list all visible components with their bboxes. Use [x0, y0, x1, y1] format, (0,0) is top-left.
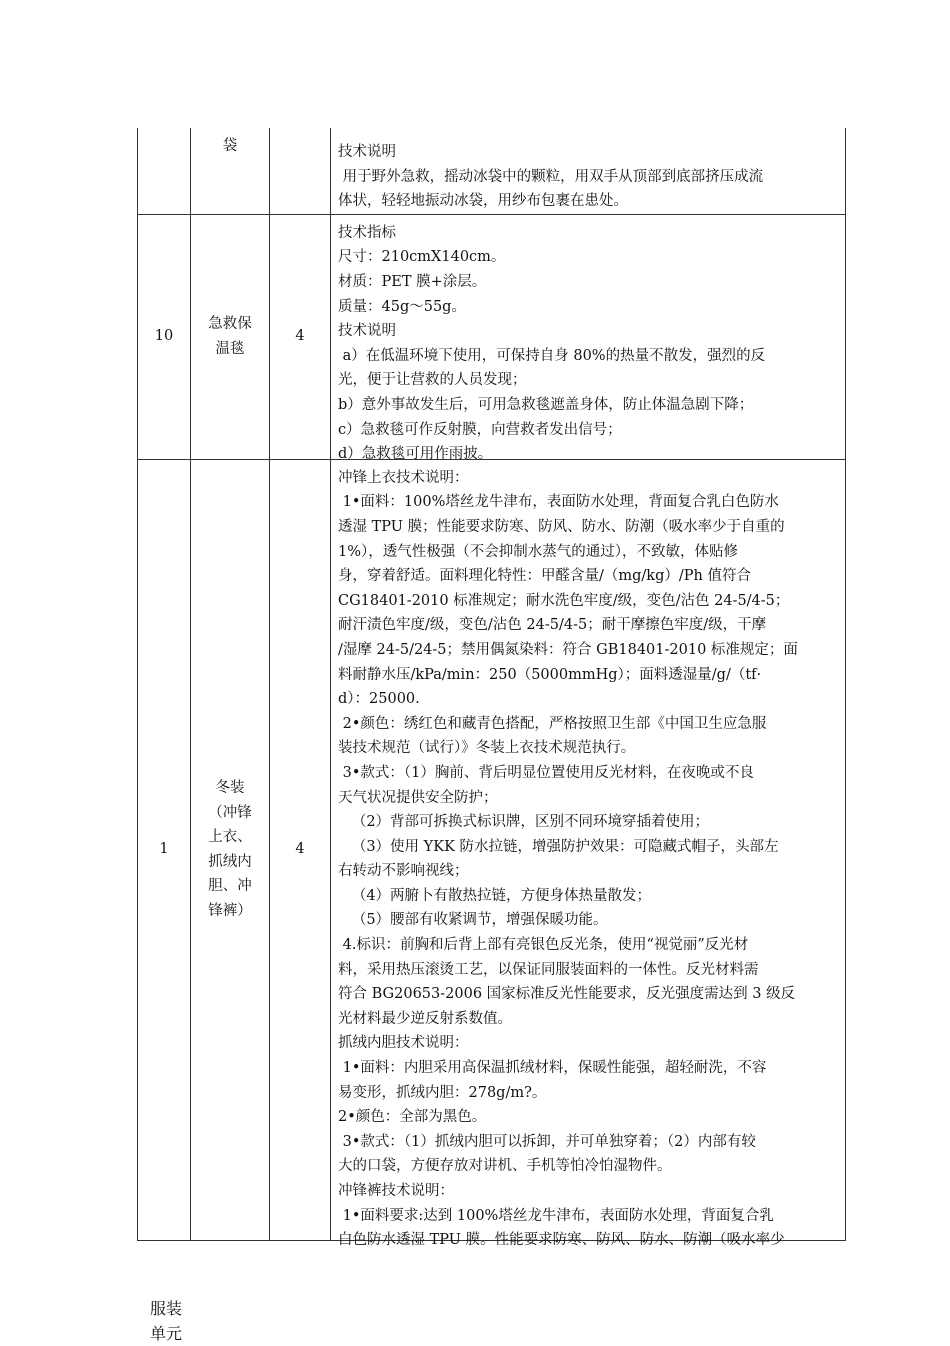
- spec-text: [331, 134, 845, 214]
- spec-line: 光材料最少逆反射系数值。: [338, 1010, 512, 1027]
- item-quantity: 4: [270, 214, 331, 459]
- footer-label: [150, 1296, 182, 1346]
- item-name: [191, 459, 270, 1240]
- item-name-lines: [191, 776, 269, 924]
- spec-line: （2）背部可拆换式标识牌，区别不同环境穿插着使用；: [338, 814, 710, 831]
- spec-line: 光，便于让营救的人员发现；: [338, 372, 527, 389]
- row-number: 1: [138, 459, 191, 1240]
- spec-line: 1•面料：内胆采用高保温抓绒材料，保暖性能强，超轻耐洗，不容: [338, 1060, 767, 1077]
- spec-line: 尺寸：210cmX140cm。: [338, 249, 506, 266]
- spec-line: d）：25000.: [338, 691, 420, 708]
- spec-line: 质量：45g～55g。: [338, 298, 466, 315]
- spec-line: 料，采用热压滚烫工艺，以保证同服装面料的一体性。反光材料需: [338, 961, 759, 978]
- spec-line: 材质：PET 膜+涂层。: [338, 273, 487, 290]
- spec-line: 冲锋裤技术说明：: [338, 1183, 454, 1199]
- spec-line: 冲锋上衣技术说明：: [338, 469, 469, 486]
- spec-table-body: [138, 128, 846, 1249]
- spec-line: （5）腰部有收紧调节，增强保暖功能。: [338, 912, 608, 929]
- item-name-line: 胆、冲: [208, 878, 252, 895]
- spec-line: 大的口袋，方便存放对讲机、手机等怕冷怕湿物件。: [338, 1158, 672, 1175]
- item-name-line: 上衣、: [208, 829, 252, 846]
- item-name: [191, 128, 270, 214]
- spec-line: 2•颜色：绣红色和藏青色搭配，严格按照卫生部《中国卫生应急服: [338, 715, 767, 732]
- item-name-lines: [191, 312, 269, 361]
- spec-line: 右转动不影响视线；: [338, 863, 469, 880]
- item-specification: [331, 214, 846, 463]
- spec-line: 身，穿着舒适。面料理化特性：甲醛含量/（mg/kg）/Ph 值符合: [338, 568, 751, 585]
- spec-line: 用于野外急救，摇动冰袋中的颗粒，用双手从顶部到底部挤压成流: [338, 168, 764, 185]
- spec-text: [331, 221, 845, 463]
- spec-line: 技术说明: [338, 144, 396, 160]
- item-name-line: 袋: [222, 138, 238, 154]
- spec-line: b）意外事故发生后，可用急救毯遮盖身体，防止体温急剧下降；: [338, 396, 754, 413]
- item-name-line: 温毯: [215, 340, 245, 357]
- spec-line: （4）两腑卜有散热拉链，方便身体热量散发；: [338, 887, 652, 904]
- spec-line: 2•颜色：全部为黑色。: [338, 1109, 487, 1126]
- row-number: 10: [138, 214, 191, 459]
- spec-line: d）急救毯可用作雨披。: [338, 446, 493, 463]
- item-name-line: 急救保: [208, 316, 252, 333]
- table-row: [138, 214, 846, 459]
- spec-line: 4.标识：前胸和后背上部有亮银色反光条，使用“视觉丽”反光材: [338, 937, 749, 954]
- spec-line: c）急救毯可作反射膜，向营救者发出信号；: [338, 421, 622, 438]
- table-row: [138, 128, 846, 214]
- spec-line: 符合 BG20653-2006 国家标准反光性能要求，反光强度需达到 3 级反: [338, 986, 796, 1003]
- footer-line: 单元: [150, 1324, 183, 1343]
- spec-line: 体状，轻轻地振动冰袋，用纱布包裹在患处。: [338, 193, 628, 210]
- spec-table: [137, 128, 846, 1249]
- item-name: [191, 214, 270, 459]
- spec-line: 技术说明: [338, 323, 396, 340]
- table-row: [138, 459, 846, 1240]
- spec-line: /湿摩 24-5/24-5；禁用偶氮染料：符合 GB18401-2010 标准规定；面: [338, 641, 798, 658]
- spec-line: 3•款式：（1）抓绒内胆可以拆卸，并可单独穿着；（2）内部有较: [338, 1133, 756, 1150]
- item-quantity: 4: [270, 459, 331, 1240]
- spec-line: 技术指标: [338, 224, 396, 241]
- item-quantity: [270, 128, 331, 214]
- spec-line: （3）使用 YKK 防水拉链，增强防护效果：可隐藏式帽子，头部左: [338, 838, 779, 855]
- spec-line: 料耐静水压/kPa/min：250（5000mmHg）；面料透湿量/g/（tf·: [338, 666, 762, 683]
- spec-line: 1%），透气性极强（不会抑制水蒸气的通过），不致敏，体贴修: [338, 543, 739, 560]
- spec-line: a）在低温环境下使用，可保持自身 80%的热量不散发，强烈的反: [338, 347, 766, 364]
- spec-line: 透湿 TPU 膜；性能要求防寒、防风、防水、防潮（吸水率少于自重的: [338, 518, 785, 535]
- item-specification: [331, 128, 846, 214]
- spec-line: 1•面料：100%塔丝龙牛津布，表面防水处理，背面复合乳白色防水: [338, 494, 779, 511]
- spec-line: 易变形，抓绒内胆：278g/m?。: [338, 1084, 547, 1101]
- spec-line: CG18401-2010 标准规定；耐水洗色牢度/级，变色/沾色 24-5/4-5；: [338, 592, 790, 609]
- row-number: [138, 128, 191, 214]
- item-name-line: 冬装: [215, 780, 245, 796]
- spec-line: 3•款式：（1）胸前、背后明显位置使用反光材料，在夜晚或不良: [338, 764, 754, 781]
- spec-line: 耐汗渍色牢度/级，变色/沾色 24-5/4-5；耐干摩擦色牢度/级，干摩: [338, 617, 767, 634]
- spec-line: 装技术规范（试行）》冬装上衣技术规范执行。: [338, 740, 636, 757]
- item-name-line: 锋裤）: [208, 902, 252, 919]
- item-name-line: （冲锋: [208, 804, 252, 821]
- spec-line: 1•面料要求:达到 100%塔丝龙牛津布，表面防水处理，背面复合乳: [338, 1207, 774, 1224]
- item-name-lines: [191, 134, 269, 159]
- spec-line: 抓绒内胆技术说明：: [338, 1035, 469, 1052]
- footer-line: 服装: [150, 1299, 183, 1318]
- item-name-line: 抓绒内: [208, 853, 252, 870]
- item-specification: [331, 459, 846, 1249]
- spec-line: 白色防水透湿 TPU 膜。性能要求防寒、防风、防水、防潮（吸水率少: [338, 1232, 785, 1249]
- spec-text: [331, 466, 845, 1249]
- spec-line: 天气状况提供安全防护；: [338, 789, 498, 806]
